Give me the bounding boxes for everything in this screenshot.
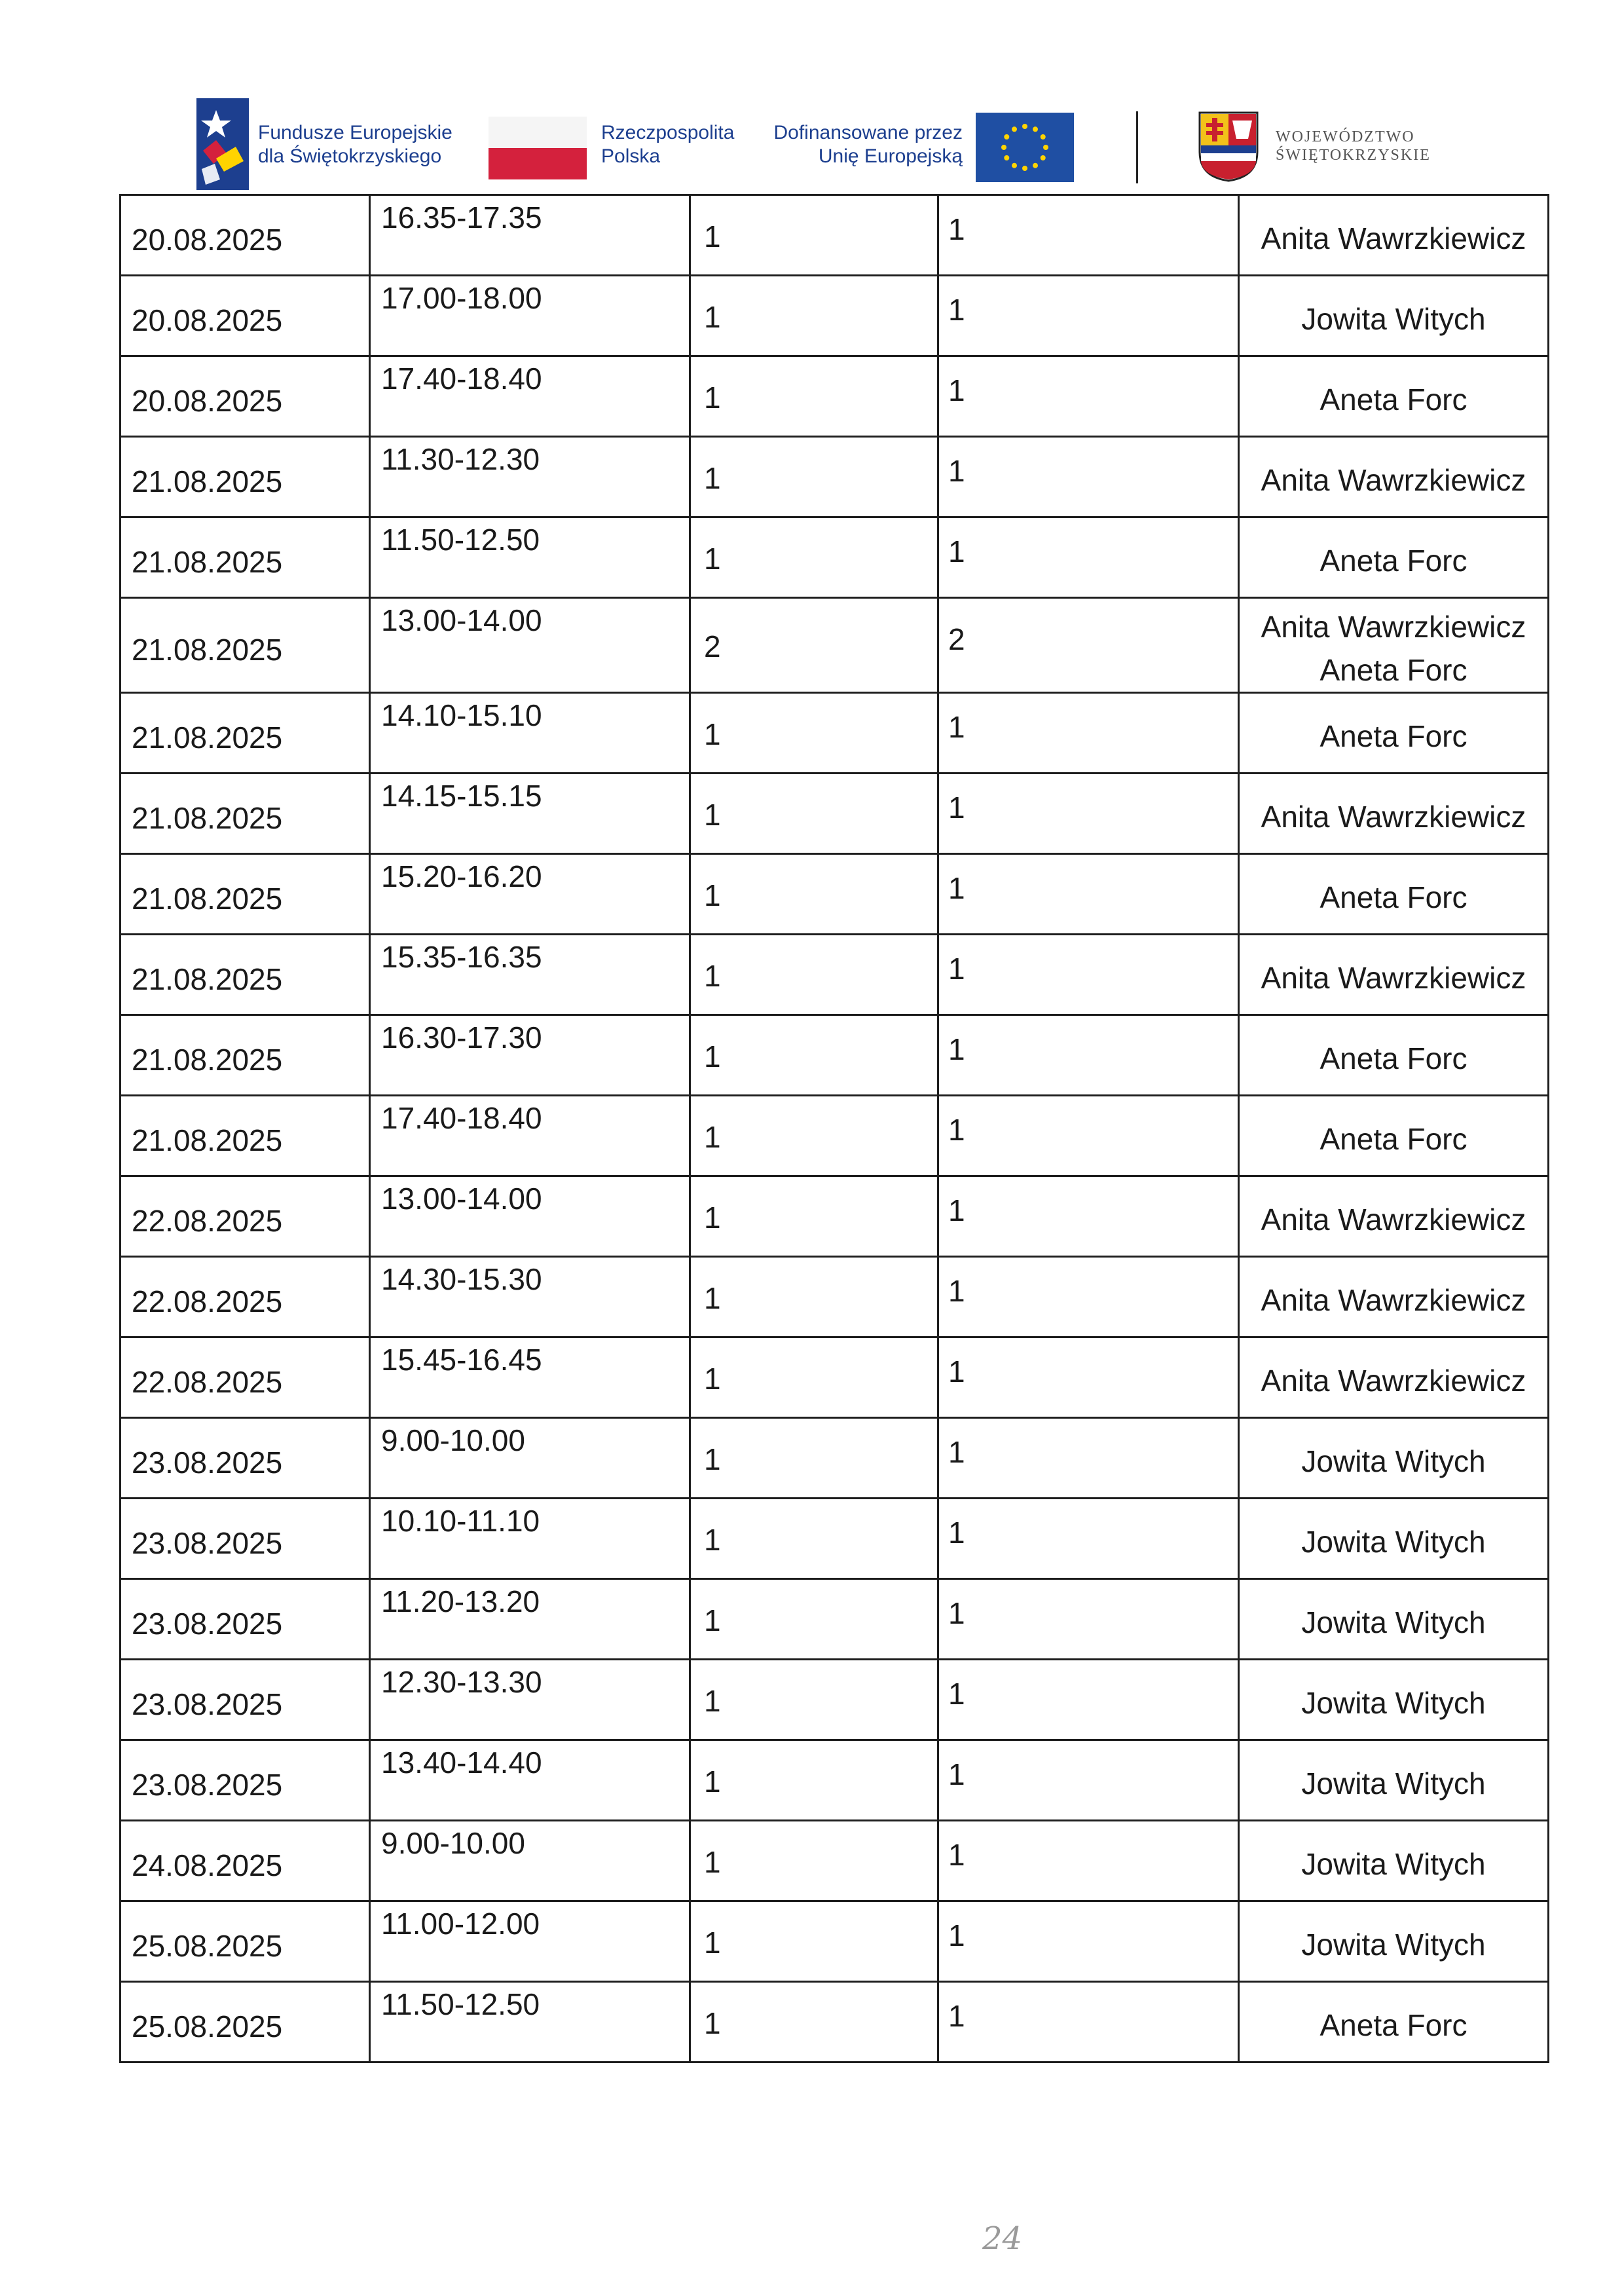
staff-cell xyxy=(1239,774,1549,854)
time-cell: 13.40-14.40 xyxy=(370,1740,690,1821)
table-row xyxy=(120,1982,1549,2062)
staff-cell xyxy=(1239,1176,1549,1257)
staff-name: Aneta Forc xyxy=(1320,1122,1467,1156)
eu-flag-icon xyxy=(976,113,1074,182)
count-cell-2: 1 xyxy=(938,1096,1239,1176)
table-row xyxy=(120,1499,1549,1579)
count-cell-2: 1 xyxy=(938,1660,1239,1740)
time-cell: 14.10-15.10 xyxy=(370,693,690,774)
count-cell-2: 1 xyxy=(938,437,1239,517)
time-cell: 9.00-10.00 xyxy=(370,1821,690,1901)
staff-cell xyxy=(1239,1740,1549,1821)
count-cell-1: 1 xyxy=(690,437,938,517)
count-cell-2: 1 xyxy=(938,276,1239,356)
count-cell-2: 1 xyxy=(938,356,1239,437)
staff-name: Jowita Witych xyxy=(1301,1847,1486,1881)
time-cell: 13.00-14.00 xyxy=(370,598,690,693)
staff-name: Aneta Forc xyxy=(1320,544,1467,578)
table-row xyxy=(120,517,1549,598)
fundusze-europejskie-logo xyxy=(196,98,249,190)
staff-cell xyxy=(1239,517,1549,598)
staff-cell xyxy=(1239,1499,1549,1579)
count-cell-2: 1 xyxy=(938,774,1239,854)
date-cell: 22.08.2025 xyxy=(120,1337,370,1418)
time-cell: 15.35-16.35 xyxy=(370,935,690,1015)
document-header xyxy=(0,0,1624,190)
time-cell: 17.40-18.40 xyxy=(370,1096,690,1176)
table-row xyxy=(120,693,1549,774)
fe-logo-text xyxy=(258,121,452,168)
date-cell: 21.08.2025 xyxy=(120,774,370,854)
count-cell-1: 1 xyxy=(690,693,938,774)
staff-name: Aneta Forc xyxy=(1320,2008,1467,2042)
staff-cell xyxy=(1239,693,1549,774)
date-cell: 23.08.2025 xyxy=(120,1418,370,1499)
table-row xyxy=(120,1257,1549,1337)
table-row xyxy=(120,1418,1549,1499)
time-cell: 11.20-13.20 xyxy=(370,1579,690,1660)
date-cell: 21.08.2025 xyxy=(120,1096,370,1176)
table-row xyxy=(120,1901,1549,1982)
date-cell: 21.08.2025 xyxy=(120,854,370,935)
date-cell: 20.08.2025 xyxy=(120,356,370,437)
rp-line-2: Polska xyxy=(601,145,661,167)
schedule-table xyxy=(119,194,1549,2063)
date-cell: 25.08.2025 xyxy=(120,1982,370,2062)
count-cell-2: 1 xyxy=(938,1176,1239,1257)
staff-name: Jowita Witych xyxy=(1301,1444,1486,1478)
staff-name: Anita Wawrzkiewicz xyxy=(1261,463,1526,497)
table-row xyxy=(120,356,1549,437)
time-cell: 12.30-13.30 xyxy=(370,1660,690,1740)
time-cell: 14.30-15.30 xyxy=(370,1257,690,1337)
region-logo-text xyxy=(1276,128,1431,164)
count-cell-1: 1 xyxy=(690,1821,938,1901)
staff-cell xyxy=(1239,356,1549,437)
table-row xyxy=(120,1579,1549,1660)
table-row xyxy=(120,774,1549,854)
table-row xyxy=(120,1821,1549,1901)
staff-cell xyxy=(1239,1982,1549,2062)
staff-name: Anita Wawrzkiewicz xyxy=(1261,961,1526,995)
staff-cell xyxy=(1239,276,1549,356)
staff-cell xyxy=(1239,195,1549,276)
staff-cell xyxy=(1239,1660,1549,1740)
staff-name: Aneta Forc xyxy=(1320,653,1467,687)
staff-cell xyxy=(1239,854,1549,935)
count-cell-2: 1 xyxy=(938,935,1239,1015)
count-cell-2: 1 xyxy=(938,1821,1239,1901)
time-cell: 10.10-11.10 xyxy=(370,1499,690,1579)
date-cell: 20.08.2025 xyxy=(120,276,370,356)
table-row xyxy=(120,1660,1549,1740)
schedule-table-body xyxy=(120,195,1549,2062)
staff-cell xyxy=(1239,1096,1549,1176)
time-cell: 15.20-16.20 xyxy=(370,854,690,935)
time-cell: 14.15-15.15 xyxy=(370,774,690,854)
staff-name: Anita Wawrzkiewicz xyxy=(1261,1283,1526,1317)
count-cell-1: 1 xyxy=(690,1982,938,2062)
eu-logo-text xyxy=(753,121,963,168)
date-cell: 20.08.2025 xyxy=(120,195,370,276)
table-row xyxy=(120,1337,1549,1418)
staff-cell xyxy=(1239,598,1549,693)
staff-name: Jowita Witych xyxy=(1301,1766,1486,1801)
count-cell-2: 1 xyxy=(938,1982,1239,2062)
staff-cell xyxy=(1239,1257,1549,1337)
table-row xyxy=(120,276,1549,356)
time-cell: 11.50-12.50 xyxy=(370,1982,690,2062)
time-cell: 9.00-10.00 xyxy=(370,1418,690,1499)
staff-name: Anita Wawrzkiewicz xyxy=(1261,610,1526,644)
count-cell-1: 1 xyxy=(690,195,938,276)
staff-name: Anita Wawrzkiewicz xyxy=(1261,800,1526,834)
date-cell: 21.08.2025 xyxy=(120,935,370,1015)
date-cell: 22.08.2025 xyxy=(120,1257,370,1337)
table-row xyxy=(120,437,1549,517)
header-divider xyxy=(1136,111,1138,183)
count-cell-1: 1 xyxy=(690,1740,938,1821)
table-row xyxy=(120,854,1549,935)
count-cell-1: 1 xyxy=(690,774,938,854)
count-cell-2: 1 xyxy=(938,1901,1239,1982)
count-cell-2: 1 xyxy=(938,1740,1239,1821)
table-row xyxy=(120,598,1549,693)
staff-name: Aneta Forc xyxy=(1320,880,1467,914)
staff-name: Aneta Forc xyxy=(1320,382,1467,417)
table-row xyxy=(120,1176,1549,1257)
count-cell-2: 1 xyxy=(938,1579,1239,1660)
count-cell-2: 2 xyxy=(938,598,1239,693)
count-cell-1: 1 xyxy=(690,1337,938,1418)
count-cell-2: 1 xyxy=(938,693,1239,774)
staff-name: Anita Wawrzkiewicz xyxy=(1261,1364,1526,1398)
time-cell: 11.30-12.30 xyxy=(370,437,690,517)
count-cell-2: 1 xyxy=(938,517,1239,598)
staff-name: Anita Wawrzkiewicz xyxy=(1261,221,1526,255)
staff-name: Anita Wawrzkiewicz xyxy=(1261,1203,1526,1237)
count-cell-2: 1 xyxy=(938,1337,1239,1418)
date-cell: 24.08.2025 xyxy=(120,1821,370,1901)
count-cell-1: 1 xyxy=(690,1418,938,1499)
staff-cell xyxy=(1239,1901,1549,1982)
staff-cell xyxy=(1239,1015,1549,1096)
count-cell-1: 1 xyxy=(690,935,938,1015)
staff-cell xyxy=(1239,1579,1549,1660)
date-cell: 23.08.2025 xyxy=(120,1660,370,1740)
staff-name: Jowita Witych xyxy=(1301,1525,1486,1559)
count-cell-2: 1 xyxy=(938,1418,1239,1499)
staff-name: Aneta Forc xyxy=(1320,1041,1467,1075)
staff-cell xyxy=(1239,935,1549,1015)
fe-line-2: dla Świętokrzyskiego xyxy=(258,145,442,167)
date-cell: 21.08.2025 xyxy=(120,517,370,598)
staff-name: Jowita Witych xyxy=(1301,1928,1486,1962)
count-cell-1: 1 xyxy=(690,1176,938,1257)
date-cell: 25.08.2025 xyxy=(120,1901,370,1982)
rp-line-1: Rzeczpospolita xyxy=(601,122,735,143)
count-cell-2: 1 xyxy=(938,1499,1239,1579)
table-row xyxy=(120,935,1549,1015)
count-cell-1: 1 xyxy=(690,1660,938,1740)
date-cell: 21.08.2025 xyxy=(120,437,370,517)
count-cell-1: 1 xyxy=(690,1096,938,1176)
count-cell-1: 1 xyxy=(690,517,938,598)
table-row xyxy=(120,1015,1549,1096)
table-row xyxy=(120,195,1549,276)
count-cell-1: 1 xyxy=(690,1257,938,1337)
count-cell-2: 1 xyxy=(938,854,1239,935)
staff-name: Jowita Witych xyxy=(1301,1686,1486,1720)
eu-line-1: Dofinansowane przez xyxy=(773,122,963,143)
region-line-1: WOJEWÓDZTWO xyxy=(1276,128,1415,145)
count-cell-2: 1 xyxy=(938,195,1239,276)
staff-name: Aneta Forc xyxy=(1320,719,1467,753)
region-line-2: ŚWIĘTOKRZYSKIE xyxy=(1276,147,1431,164)
polish-flag xyxy=(489,117,587,179)
staff-cell xyxy=(1239,1418,1549,1499)
count-cell-1: 1 xyxy=(690,356,938,437)
date-cell: 21.08.2025 xyxy=(120,598,370,693)
time-cell: 11.00-12.00 xyxy=(370,1901,690,1982)
staff-cell xyxy=(1239,1337,1549,1418)
staff-name: Jowita Witych xyxy=(1301,302,1486,336)
date-cell: 23.08.2025 xyxy=(120,1499,370,1579)
time-cell: 15.45-16.45 xyxy=(370,1337,690,1418)
date-cell: 22.08.2025 xyxy=(120,1176,370,1257)
count-cell-1: 1 xyxy=(690,1015,938,1096)
eu-line-2: Unię Europejską xyxy=(818,145,963,167)
rp-logo-text xyxy=(601,121,734,168)
time-cell: 17.40-18.40 xyxy=(370,356,690,437)
count-cell-1: 1 xyxy=(690,854,938,935)
time-cell: 16.30-17.30 xyxy=(370,1015,690,1096)
count-cell-1: 2 xyxy=(690,598,938,693)
count-cell-2: 1 xyxy=(938,1257,1239,1337)
fe-line-1: Fundusze Europejskie xyxy=(258,122,452,143)
handwritten-page-number: 24 xyxy=(982,2220,1023,2257)
date-cell: 23.08.2025 xyxy=(120,1579,370,1660)
count-cell-2: 1 xyxy=(938,1015,1239,1096)
date-cell: 21.08.2025 xyxy=(120,1015,370,1096)
date-cell: 23.08.2025 xyxy=(120,1740,370,1821)
count-cell-1: 1 xyxy=(690,276,938,356)
table-row xyxy=(120,1740,1549,1821)
count-cell-1: 1 xyxy=(690,1579,938,1660)
staff-name: Jowita Witych xyxy=(1301,1605,1486,1639)
table-row xyxy=(120,1096,1549,1176)
date-cell: 21.08.2025 xyxy=(120,693,370,774)
time-cell: 13.00-14.00 xyxy=(370,1176,690,1257)
time-cell: 16.35-17.35 xyxy=(370,195,690,276)
count-cell-1: 1 xyxy=(690,1499,938,1579)
count-cell-1: 1 xyxy=(690,1901,938,1982)
swietokrzyskie-crest-icon xyxy=(1198,111,1259,182)
staff-cell xyxy=(1239,1821,1549,1901)
time-cell: 11.50-12.50 xyxy=(370,517,690,598)
staff-cell xyxy=(1239,437,1549,517)
time-cell: 17.00-18.00 xyxy=(370,276,690,356)
